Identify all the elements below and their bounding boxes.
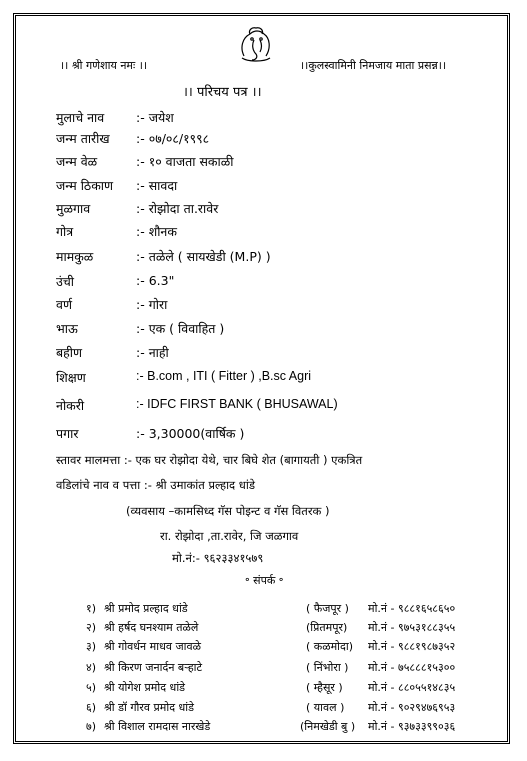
field-value: :- 6.3": [136, 273, 175, 288]
left-invocation: ।। श्री गणेशाय नमः ।।: [60, 59, 148, 72]
contact-place: ( फैजपूर ): [306, 602, 349, 615]
contact-phone: मो.नं - ९८८१९८७३५२: [368, 640, 456, 653]
field-value: :- सावदा: [136, 178, 178, 193]
field-label: भाऊ: [56, 321, 78, 336]
property-line: स्तावर मालमत्ता :- एक घर रोझोदा येथे, चार बिघे शेत (बागायती ) एकत्रित: [56, 453, 363, 467]
contact-number: ३): [86, 640, 97, 653]
field-value: :- गोरा: [136, 297, 168, 312]
father-line: वडिलांचे नाव व पत्ता :- श्री उमाकांत प्रल्हाद धांडे: [56, 478, 256, 492]
field-value: :- एक ( विवाहित ): [136, 321, 225, 336]
contact-phone: मो.नं - ९७५३१८८३५५: [368, 621, 456, 634]
field-value: :- नाही: [136, 345, 169, 360]
contact-number: ७): [86, 720, 97, 733]
field-label: नोकरी: [56, 398, 85, 413]
field-label: जन्म वेळ: [56, 154, 98, 169]
contact-place: ( निंभोरा ): [306, 661, 349, 674]
contact-name: श्री डॉ गौरव प्रमोद धांडे: [104, 701, 195, 714]
field-value: :- B.com , ITI ( Fitter ) ,B.sc Agri: [136, 369, 312, 383]
field-label: गोत्र: [56, 224, 74, 239]
contact-name: श्री योगेश प्रमोद धांडे: [104, 681, 186, 694]
contact-number: २): [86, 621, 97, 634]
contact-name: श्री गोवर्धन माधव जावळे: [104, 640, 201, 653]
field-label: मामकुळ: [56, 249, 94, 264]
mobile-line: मो.नं:- ९६२३३४१५७९: [172, 551, 264, 565]
contact-place: ( म्हैसूर ): [306, 681, 343, 694]
contact-phone: मो.नं - ८८०५५१४८३५: [368, 681, 456, 694]
field-label: जन्म तारीख: [56, 131, 110, 146]
field-value: :- जयेश: [136, 110, 174, 125]
contact-name: श्री प्रमोद प्रल्हाद धांडे: [104, 602, 188, 615]
field-label: बहीण: [56, 345, 83, 360]
contact-name: श्री हर्षद घनश्याम तळेले: [104, 621, 199, 634]
contacts-heading: ॰ संपर्क ॰: [245, 574, 284, 587]
contact-number: ५): [86, 681, 97, 694]
contact-phone: मो.नं - ७५८८८१५३००: [368, 661, 456, 674]
contact-place: (निमखेडी बु ): [300, 720, 356, 733]
address-line: रा. रोझोदा ,ता.रावेर, जि जळगाव: [160, 529, 299, 543]
field-label: उंची: [56, 274, 75, 289]
ganesha-logo-icon: [236, 26, 276, 64]
contact-phone: मो.नं - ९०२९४७६९५३: [368, 701, 456, 714]
field-label: मुळगाव: [56, 201, 91, 216]
business-line: (व्यवसाय –कामसिध्द गॅस पोइन्ट व गॅस वितरक ): [126, 504, 330, 518]
contact-place: ( कळमोदा): [306, 640, 354, 653]
field-value: :- रोझोदा ता.रावेर: [136, 201, 219, 216]
right-invocation: ।।कुलस्वामिनी निमजाय माता प्रसन्न।।: [300, 59, 447, 72]
field-value: :- ०७/०८/१९९८: [136, 131, 210, 146]
contact-number: ४): [86, 661, 97, 674]
contact-number: ६): [86, 701, 97, 714]
field-label: जन्म ठिकाण: [56, 178, 114, 193]
field-label: पगार: [56, 426, 79, 441]
field-value: :- १० वाजता सकाळी: [136, 154, 234, 169]
field-label: वर्ण: [56, 297, 72, 312]
contact-place: ( यावल ): [306, 701, 345, 714]
contact-name: श्री विशाल रामदास नारखेडे: [104, 720, 211, 733]
field-label: शिक्षण: [56, 370, 86, 385]
field-label: मुलाचे नाव: [56, 110, 105, 125]
field-value: :- 3,30000(वार्षिक ): [136, 426, 245, 441]
field-value: :- IDFC FIRST BANK ( BHUSAWAL): [136, 397, 338, 411]
contact-name: श्री किरण जनार्दन बऱ्हाटे: [104, 661, 203, 674]
page-title: ।। परिचय पत्र ।।: [183, 85, 262, 100]
contact-phone: मो.नं - ९८८१६५८६५०: [368, 602, 456, 615]
contact-number: १): [86, 602, 97, 615]
field-value: :- शौनक: [136, 224, 177, 239]
contact-phone: मो.नं - ९३७३३९९०३६: [368, 720, 456, 733]
field-value: :- तळेले ( सायखेडी (M.P) ): [136, 249, 271, 264]
contact-place: (प्रितमपूर): [306, 621, 348, 634]
